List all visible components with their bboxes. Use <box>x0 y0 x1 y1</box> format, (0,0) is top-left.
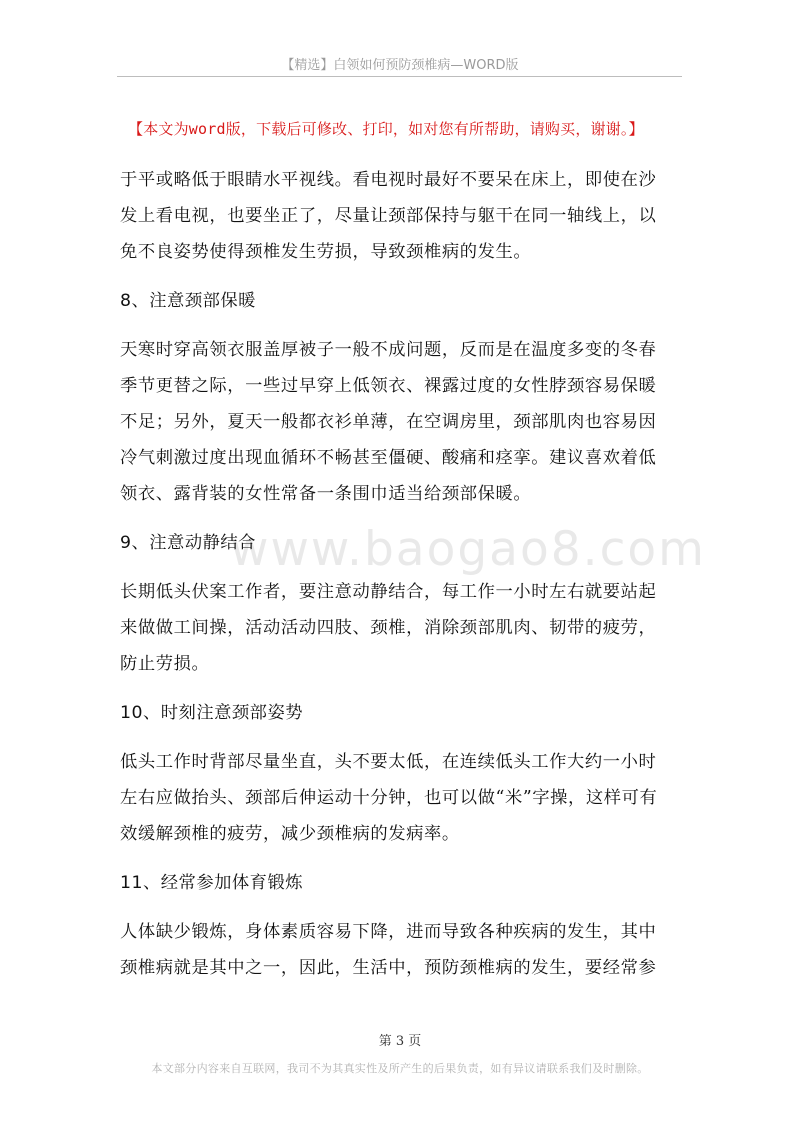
paragraph-line: 领衣、露背装的女性常备一条围巾适当给颈部保暖。 <box>120 484 532 504</box>
paragraph-line: 天寒时穿高领衣服盖厚被子一般不成问题，反而是在温度多变的冬春 <box>120 340 657 360</box>
page-number: 第 3 页 <box>378 1034 422 1049</box>
header-divider <box>117 76 682 77</box>
paragraph-line: 来做做工间操，活动活动四肢、颈椎，消除颈部肌肉、韧带的疲劳， <box>120 618 657 638</box>
section-heading-11: 11、经常参加体育锻炼 <box>120 873 304 893</box>
paragraph-line: 不足；另外，夏天一般都衣衫单薄，在空调房里，颈部肌肉也容易因 <box>120 412 657 432</box>
paragraph-line: 颈椎病就是其中之一，因此，生活中，预防颈椎病的发生，要经常参 <box>120 958 657 978</box>
paragraph-line: 于平或略低于眼睛水平视线。看电视时最好不要呆在床上，即使在沙 <box>120 170 657 190</box>
paragraph-line: 人体缺少锻炼，身体素质容易下降，进而导致各种疾病的发生，其中 <box>120 922 657 942</box>
paragraph-line: 季节更替之际，一些过早穿上低领衣、裸露过度的女性脖颈容易保暖 <box>120 376 657 396</box>
paragraph-line: 防止劳损。 <box>120 654 210 674</box>
paragraph-line: 免不良姿势使得颈椎发生劳损，导致颈椎病的发生。 <box>120 242 532 262</box>
paragraph-line: 冷气刺激过度出现血循环不畅甚至僵硬、酸痛和痉挛。建议喜欢着低 <box>120 448 657 468</box>
download-notice: 【本文为word版，下载后可修改、打印，如对您有所帮助，请购买，谢谢。】 <box>128 120 644 138</box>
page-header-title: 【精选】白领如何预防颈椎病—WORD版 <box>281 58 519 73</box>
paragraph-line: 发上看电视，也要坐正了，尽量让颈部保持与躯干在同一轴线上，以 <box>120 206 657 226</box>
paragraph-line: 效缓解颈椎的疲劳，减少颈椎病的发病率。 <box>120 824 460 844</box>
section-heading-8: 8、注意颈部保暖 <box>120 291 256 311</box>
watermark: www.baogao8.com <box>230 522 706 577</box>
paragraph-line: 长期低头伏案工作者，要注意动静结合，每工作一小时左右就要站起 <box>120 582 657 602</box>
section-heading-9: 9、注意动静结合 <box>120 533 256 553</box>
paragraph-line: 左右应做抬头、颈部后伸运动十分钟，也可以做“米”字操，这样可有 <box>120 788 658 808</box>
section-heading-10: 10、时刻注意颈部姿势 <box>120 703 304 723</box>
paragraph-line: 低头工作时背部尽量坐直，头不要太低，在连续低头工作大约一小时 <box>120 752 657 772</box>
footer-disclaimer: 本文部分内容来自互联网，我司不为其真实性及所产生的后果负责，如有异议请联系我们及时删除。 <box>151 1062 649 1075</box>
document-body <box>120 162 680 986</box>
